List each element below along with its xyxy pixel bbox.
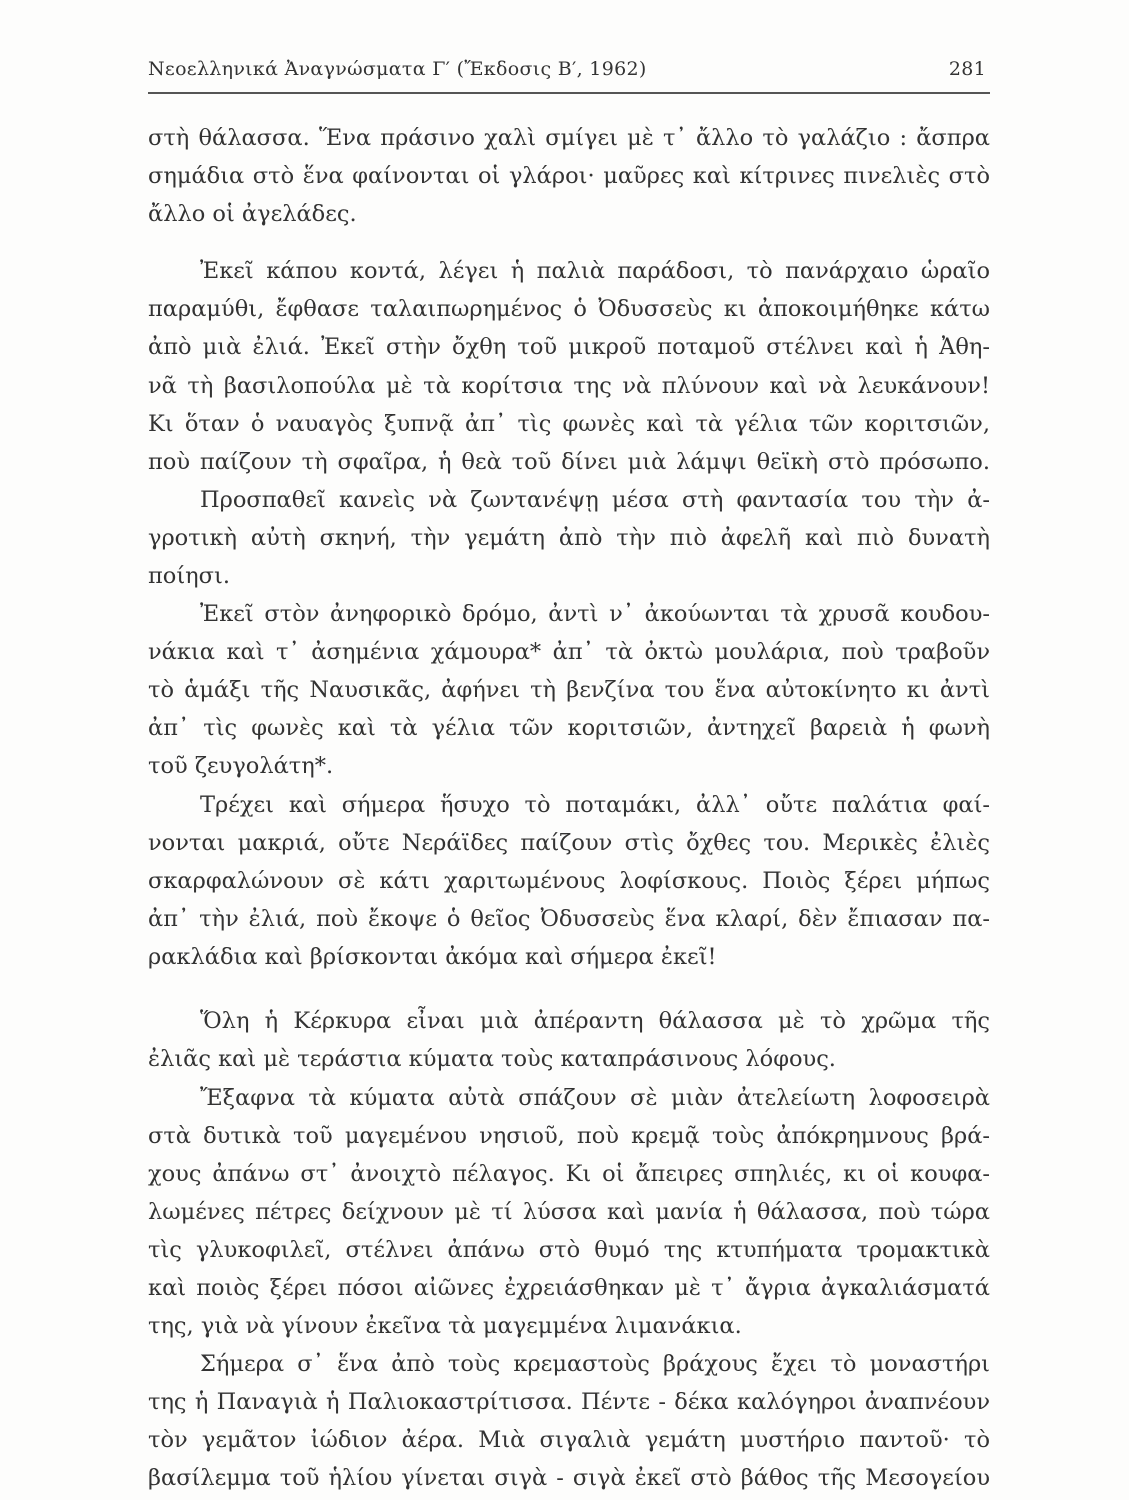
text-line: βασίλεμμα τοῦ ἡλίου γίνεται σιγὰ - σιγὰ ἐκεῖ στὸ βάθος τῆς Μεσογείου — [148, 1465, 990, 1491]
text-line: γροτικὴ αὐτὴ σκηνή, τὴν γεμάτη ἀπὸ τὴν πιὸ ἀφελῆ καὶ πιὸ δυνατὴ — [148, 525, 990, 551]
text-line: Ἐκεῖ στὸν ἀνηφορικὸ δρόμο, ἀντὶ ν᾽ ἀκούωνται τὰ χρυσᾶ κουδου- — [200, 601, 990, 627]
page-number: 281 — [948, 58, 986, 80]
text-line: στὴ θάλασσα. Ἕνα πράσινο χαλὶ σμίγει μὲ τ᾽ ἄλλο τὸ γαλάζιο : ἄσπρα — [148, 125, 990, 151]
text-line: παραμύθι, ἔφθασε ταλαιπωρημένος ὁ Ὀδυσσεὺς κι ἀποκοιμήθηκε κάτω — [148, 296, 990, 322]
text-line: της ἡ Παναγιὰ ἡ Παλιοκαστρίτισσα. Πέντε - δέκα καλόγηροι ἀναπνέουν — [148, 1389, 990, 1415]
text-line: στὰ δυτικὰ τοῦ μαγεμένου νησιοῦ, ποὺ κρεμᾷ τοὺς ἀπόκρημνους βρά- — [148, 1123, 990, 1149]
text-line: ποὺ παίζουν τὴ σφαῖρα, ἡ θεὰ τοῦ δίνει μιὰ λάμψι θεϊκὴ στὸ πρόσωπο. — [148, 449, 990, 475]
text-line: Προσπαθεῖ κανεὶς νὰ ζωντανέψῃ μέσα στὴ φαντασία του τὴν ἀ- — [200, 487, 990, 513]
text-line: ἀπὸ μιὰ ἐλιά. Ἐκεῖ στὴν ὄχθη τοῦ μικροῦ ποταμοῦ στέλνει καὶ ἡ Ἀθη- — [148, 334, 990, 360]
text-line: σκαρφαλώνουν σὲ κάτι χαριτωμένους λοφίσκους. Ποιὸς ξέρει μήπως — [148, 868, 990, 894]
text-line: Ἐκεῖ κάπου κοντά, λέγει ἡ παλιὰ παράδοσι, τὸ πανάρχαιο ὡραῖο — [200, 258, 990, 284]
text-line: Ὅλη ἡ Κέρκυρα εἶναι μιὰ ἀπέραντη θάλασσα μὲ τὸ χρῶμα τῆς — [200, 1008, 990, 1034]
header-rule — [148, 92, 990, 94]
text-line: ἐλιᾶς καὶ μὲ τεράστια κύματα τοὺς καταπράσινους λόφους. — [148, 1046, 836, 1072]
text-line: σημάδια στὸ ἕνα φαίνονται οἱ γλάροι· μαῦρες καὶ κίτρινες πινελιὲς στὸ — [148, 163, 990, 189]
text-line: τὸ ἁμάξι τῆς Ναυσικᾶς, ἀφήνει τὴ βενζίνα του ἕνα αὐτοκίνητο κι ἀντὶ — [148, 677, 990, 703]
text-line: Κι ὅταν ὁ ναυαγὸς ξυπνᾷ ἀπ᾽ τὶς φωνὲς καὶ τὰ γέλια τῶν κοριτσιῶν, — [148, 411, 990, 437]
text-line: λωμένες πέτρες δείχνουν μὲ τί λύσσα καὶ μανία ἡ θάλασσα, ποὺ τώρα — [148, 1199, 990, 1225]
text-line: ἀπ᾽ τὴν ἐλιά, ποὺ ἔκοψε ὁ θεῖος Ὀδυσσεὺς ἕνα κλαρί, δὲν ἔπιασαν πα- — [148, 906, 990, 932]
text-line: χους ἀπάνω στ᾽ ἀνοιχτὸ πέλαγος. Κι οἱ ἄπειρες σπηλιές, κι οἱ κουφα- — [148, 1161, 990, 1187]
book-title: Νεοελληνικά Ἀναγνώσματα Γ′ (Ἔκδοσις Β′, 1962) — [148, 58, 647, 80]
text-line: τὸν γεμᾶτον ἰώδιον ἀέρα. Μιὰ σιγαλιὰ γεμάτη μυστήριο παντοῦ· τὸ — [148, 1427, 990, 1453]
text-line: τὶς γλυκοφιλεῖ, στέλνει ἀπάνω στὸ θυμό της κτυπήματα τρομακτικὰ — [148, 1237, 990, 1263]
text-line: της, γιὰ νὰ γίνουν ἐκεῖνα τὰ μαγεμμένα λιμανάκια. — [148, 1313, 742, 1339]
text-line: νᾶ τὴ βασιλοπούλα μὲ τὰ κορίτσια της νὰ πλύνουν καὶ νὰ λευκάνουν! — [148, 373, 990, 399]
text-line: νονται μακριά, οὔτε Νεράϊδες παίζουν στὶς ὄχθες του. Μερικὲς ἐλιὲς — [148, 830, 990, 856]
text-line: ἄλλο οἱ ἀγελάδες. — [148, 201, 357, 227]
text-line: ποίησι. — [148, 563, 230, 589]
text-line: ἀπ᾽ τὶς φωνὲς καὶ τὰ γέλια τῶν κοριτσιῶν, ἀντηχεῖ βαρειὰ ἡ φωνὴ — [148, 715, 990, 741]
text-line: Σήμερα σ᾽ ἕνα ἀπὸ τοὺς κρεμαστοὺς βράχους ἔχει τὸ μοναστήρι — [200, 1351, 990, 1377]
text-line: ρακλάδια καὶ βρίσκονται ἀκόμα καὶ σήμερα ἐκεῖ! — [148, 944, 717, 970]
text-line: Τρέχει καὶ σήμερα ἥσυχο τὸ ποταμάκι, ἀλλ᾽ οὔτε παλάτια φαί- — [200, 792, 990, 818]
text-line: Ἔξαφνα τὰ κύματα αὐτὰ σπάζουν σὲ μιὰν ἀτελείωτη λοφοσειρὰ — [200, 1085, 990, 1111]
text-line: καὶ ποιὸς ξέρει πόσοι αἰῶνες ἐχρειάσθηκαν μὲ τ᾽ ἄγρια ἀγκαλιάσματά — [148, 1275, 990, 1301]
running-head — [148, 58, 990, 88]
text-line: τοῦ ζευγολάτη*. — [148, 753, 334, 779]
text-line: νάκια καὶ τ᾽ ἀσημένια χάμουρα* ἀπ᾽ τὰ ὀκτὼ μουλάρια, ποὺ τραβοῦν — [148, 639, 990, 665]
